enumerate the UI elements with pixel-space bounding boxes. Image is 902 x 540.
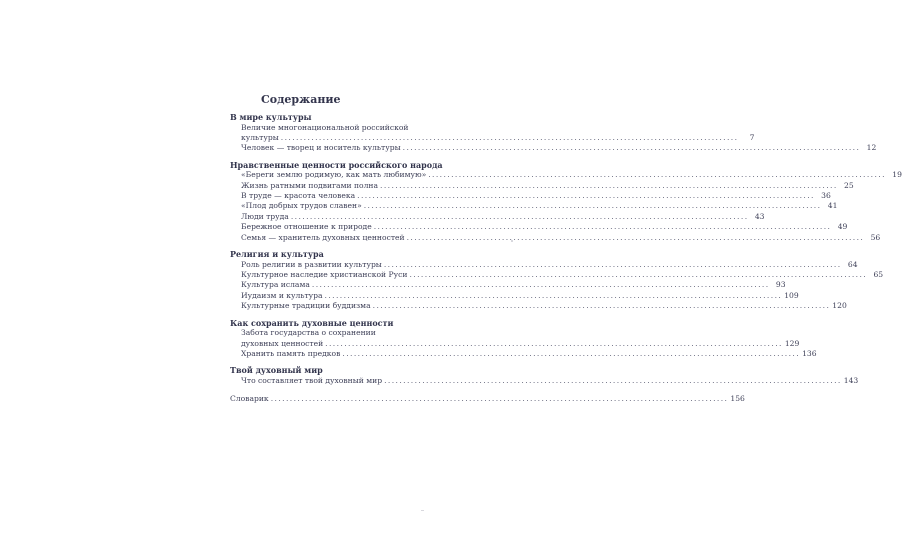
toc-entry[interactable] [230,132,755,143]
toc-section [230,112,877,154]
toc-entry-page: 49 [837,222,848,232]
leader-dots: ........................................................................................................................ [357,191,815,201]
leader-dots: ........................................................................................................................ [342,348,801,358]
toc-entry-label: Человек — творец и носитель культуры [241,143,401,153]
leader-dots: ........................................................................................................................ [409,269,868,279]
leader-dots: ........................................................................................................................ [428,170,886,180]
toc-entry-page: 156 [730,394,745,404]
toc-entry-label: Хранить память предков [241,348,341,358]
toc-entry[interactable] [230,338,800,349]
toc-section [230,317,817,360]
toc-entry-page: 129 [784,338,800,348]
toc-entry-label: Культурное наследие христианской Руси [241,269,408,279]
toc-section [230,365,859,386]
toc-entry-page: 136 [802,348,817,358]
toc-entry-label: В труде — красота человека [241,191,356,201]
toc-entry-label: культуры [241,132,279,142]
table-of-contents [230,93,902,411]
toc-entry-label: Иудаизм и культура [241,290,323,300]
toc-entry-label-line: Забота государства о сохранении [241,328,376,338]
leader-dots: ........................................................................................................................ [270,394,729,404]
toc-entry-label: духовных ценностей [241,338,324,348]
toc-entry-label: «Береги землю родимую, как мать любимую» [241,170,427,180]
toc-entry-page: 143 [843,375,859,385]
toc-entry-label: Семья — хранитель духовных ценностей [241,232,405,242]
toc-entry-label: Роль религии в развитии культуры [241,259,382,269]
toc-entry-page: 109 [784,290,799,300]
leader-dots: ........................................................................................................................ [380,180,838,190]
toc-section-title[interactable]: Религия и культура [230,249,324,260]
toc-entry-page: 41 [827,201,838,211]
toc-entry-label: Жизнь ратными подвигами полна [241,180,378,190]
toc-entry-page: 12 [866,143,877,153]
toc-entry-page: 25 [844,180,854,190]
toc-entry-page: 43 [754,211,765,221]
toc-entry[interactable] [230,280,786,290]
leader-dots: ........................................................................................................................ [363,201,822,211]
toc-entry-page: 120 [832,301,847,311]
toc-entry[interactable] [230,191,831,201]
toc-section-title[interactable]: Нравственные ценности российского народа [230,159,443,170]
toc-entry-label: Культура ислама [241,280,310,290]
toc-entry[interactable] [230,222,848,232]
leader-dots: ........................................................................................................................ [311,280,770,290]
toc-section-title[interactable]: Как сохранить духовные ценности [230,317,394,328]
leader-dots: ........................................................................................................................ [384,375,842,385]
toc-entry[interactable] [230,375,859,386]
toc-entry-page: 7 [749,132,755,142]
leader-dots: ........................................................................................................................ [280,132,739,142]
toc-entry[interactable] [230,180,854,191]
toc-entry[interactable] [230,170,902,180]
leader-dots: ........................................................................................................................ [373,222,832,232]
toc-entry-label-line: Величие многонациональной российской [241,122,409,132]
toc-entry-page: 56 [870,232,881,242]
toc-entry-page: 65 [873,269,884,279]
toc-entry-page: 19 [892,170,902,180]
leader-dots: ........................................................................................................................ [290,211,749,221]
toc-entry[interactable] [230,201,838,211]
toc-entry-glossary[interactable] [230,394,745,404]
toc-section [230,249,884,312]
toc-entry-label: Культурные традиции буддизма [241,301,371,311]
toc-title: Содержание [261,93,341,106]
toc-entry-page: 93 [775,280,786,290]
toc-section-title[interactable]: В мире культуры [230,112,312,122]
scan-speck [421,510,424,511]
toc-entry[interactable] [230,290,799,301]
toc-entry-label: «Плод добрых трудов славен» [241,201,362,211]
toc-entry-label: Бережное отношение к природе [241,222,372,232]
toc-entry-page: 64 [847,259,858,269]
leader-dots: ........................................................................................................................ [406,232,865,242]
toc-entry-label: Словарик [230,394,269,404]
toc-entry[interactable] [230,232,881,243]
toc-section-title[interactable]: Твой духовный мир [230,365,323,376]
toc-entry-page: 36 [821,191,831,201]
toc-entry-label: Люди труда [241,211,289,221]
toc-entry[interactable] [230,348,817,359]
toc-entry[interactable] [230,301,847,311]
toc-entry[interactable] [230,259,858,270]
toc-entry[interactable] [230,269,884,280]
toc-entry-label: Что составляет твой духовный мир [241,375,383,385]
toc-entry[interactable] [230,143,877,153]
leader-dots: ........................................................................................................................ [383,259,842,269]
leader-dots: ........................................................................................................................ [325,338,783,348]
toc-section [230,159,902,243]
toc-sections [230,112,902,386]
leader-dots: ........................................................................................................................ [372,301,831,311]
toc-entry[interactable] [230,211,765,222]
toc-glossary-section [230,394,745,404]
leader-dots: ........................................................................................................................ [324,290,783,300]
leader-dots: ........................................................................................................................ [402,143,861,153]
